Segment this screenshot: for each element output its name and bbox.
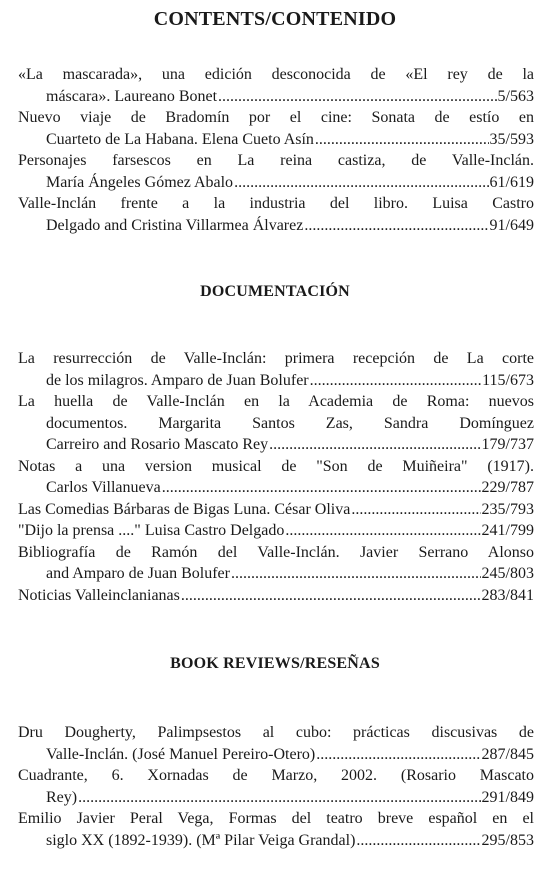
- contents-heading: CONTENTS/CONTENIDO: [153, 8, 397, 30]
- page-number: 229/787: [481, 479, 534, 496]
- reviews-section: [18, 722, 534, 851]
- entry-line: Bibliografía de Ramón del Valle-Inclán. Javier Serrano Alonso: [18, 543, 534, 561]
- contents-section: [18, 64, 534, 236]
- toc-entry: [18, 456, 534, 499]
- entry-title: Noticias Valleinclanianas: [18, 586, 180, 604]
- page-number: 245/803: [481, 565, 534, 582]
- entry-line: Notas a una version musical de "Son de Muiñeira" (1917).: [18, 457, 534, 475]
- entry-title: Rey): [46, 788, 78, 806]
- documentacion-heading: DOCUMENTACIÓN: [200, 283, 350, 300]
- page-number: 287/845: [481, 745, 534, 763]
- reviews-heading: BOOK REVIEWS/RESEÑAS: [170, 655, 380, 672]
- page-number: 115/673: [482, 371, 534, 389]
- entry-title: siglo XX (1892-1939). (Mª Pilar Veiga Grandal): [46, 831, 356, 849]
- entry-line: La resurrección de Valle-Inclán: primera recepción de La corte: [18, 350, 534, 367]
- page-number: 235/793: [481, 500, 534, 518]
- page-number: 61/619: [489, 173, 534, 191]
- entry-title: and Amparo de Juan Bolufer: [46, 565, 230, 582]
- entry-line: Cuadrante, 6. Xornadas de Marzo, 2002. (Rosario Mascato: [18, 767, 534, 784]
- entry-title: Carlos Villanueva: [46, 479, 161, 496]
- entry-title: María Ángeles Gómez Abalo: [46, 173, 234, 191]
- toc-entry: [18, 542, 534, 585]
- entry-title: "Dijo la prensa ...." Luisa Castro Delgado: [18, 522, 285, 539]
- documentacion-section: [18, 348, 534, 606]
- toc-entry: [18, 150, 534, 193]
- toc-entry: [18, 765, 534, 808]
- toc-entry: [18, 585, 534, 607]
- entry-line: Personajes farsescos en La reina castiza, de Valle-Inclán.: [18, 152, 534, 169]
- entry-title: de los milagros. Amparo de Juan Bolufer: [46, 371, 309, 389]
- page-number: 35/593: [489, 130, 534, 148]
- entry-title: Valle-Inclán. (José Manuel Pereiro-Otero): [46, 745, 316, 763]
- entry-title: Cuarteto de La Habana. Elena Cueto Asín: [46, 130, 314, 148]
- toc-entry: [18, 107, 534, 150]
- toc-entry: [18, 348, 534, 391]
- entry-title: Las Comedias Bárbaras de Bigas Luna. César Oliva: [18, 500, 351, 518]
- toc-entry: [18, 722, 534, 765]
- page-number: 91/649: [489, 216, 534, 234]
- toc-entry: [18, 499, 534, 521]
- page-number: 179/737: [481, 436, 534, 453]
- toc-entry: [18, 520, 534, 542]
- entry-title: máscara». Laureano Bonet: [46, 87, 218, 105]
- entry-title: Carreiro and Rosario Mascato Rey: [46, 436, 269, 453]
- entry-line: Dru Dougherty, Palimpsestos al cubo: prácticas discusivas de: [18, 724, 534, 741]
- page-number: 241/799: [481, 522, 534, 539]
- toc-entry: [18, 64, 534, 107]
- page-number: 283/841: [481, 586, 534, 604]
- entry-line: Nuevo viaje de Bradomín por el cine: Sonata de estío en: [18, 109, 534, 126]
- toc-entry: [18, 391, 534, 456]
- entry-title: Delgado and Cristina Villarmea Álvarez: [46, 216, 304, 234]
- page-number: 291/849: [481, 788, 534, 806]
- page-number: 295/853: [481, 831, 534, 849]
- entry-line: Valle-Inclán frente a la industria del libro. Luisa Castro: [18, 195, 534, 212]
- toc-entry: [18, 808, 534, 851]
- page-number: 5/563: [497, 87, 534, 105]
- entry-line: La huella de Valle-Inclán en la Academia de Roma: nuevos: [18, 393, 534, 410]
- entry-line: documentos. Margarita Santos Zas, Sandra Domínguez: [46, 414, 534, 432]
- entry-line: «La mascarada», una edición desconocida de «El rey de la: [18, 66, 534, 83]
- toc-entry: [18, 193, 534, 236]
- entry-line: Emilio Javier Peral Vega, Formas del teatro breve español en el: [18, 810, 534, 827]
